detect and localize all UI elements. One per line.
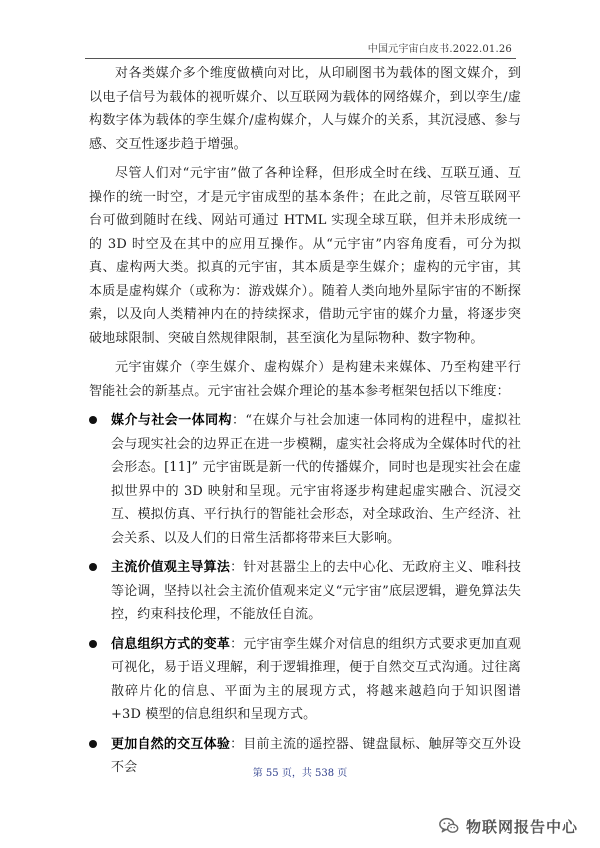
list-item bbox=[89, 633, 521, 727]
bullet-body: ：“在媒介与社会加速一体同构的进程中，虚拟社会与现实社会的边界正在进一步模糊，虚实社会将成为全媒体时代的社会形态。[11]” 元宇宙既是新一代的传播媒介，同时也是现实社会在虚拟世界中的 3D 映射和呈现。元宇宙将逐步构建起虚实融合、沉浸交互、模拟仿真、平行执行的智能社会形态，对全球政治、生产经济、社会关系、以及人们的日常生活都将带来巨大影响。 bbox=[111, 413, 521, 546]
bullet-title: 媒介与社会一体同构 bbox=[111, 413, 232, 428]
bullet-body: ：目前主流的遥控器、键盘鼠标、触屏等交互外设不会 bbox=[111, 736, 521, 775]
watermark bbox=[438, 814, 578, 838]
page-number: 第 55 页，共 538 页 bbox=[252, 768, 348, 779]
dimension-list bbox=[89, 409, 521, 780]
bullet-body: ：元宇宙孪生媒介对信息的组织方式要求更加直观可视化，易于语义理解，利于逻辑推理，便于自然交互式沟通。过往离散碎片化的信息、平面为主的展现方式，将越来越趋向于知识图谱+3D 模型的信息组织和呈现方式。 bbox=[111, 636, 521, 722]
paragraph-framework-intro: 元宇宙媒介（孪生媒介、虚构媒介）是构建未来媒体、乃至构建平行智能社会的新基点。元宇宙社会媒介理论的基本参考框架包括以下维度： bbox=[89, 360, 521, 399]
bullet-body: ：针对甚嚣尘上的去中心化、无政府主义、唯科技等论调，坚持以社会主流价值观来定义“元宇宙”底层逻辑，避免算法失控，约束科技伦理，不能放任自流。 bbox=[111, 560, 521, 622]
list-item bbox=[89, 409, 521, 550]
bullet-dot-icon bbox=[89, 740, 97, 748]
bullet-title: 主流价值观主导算法 bbox=[111, 560, 231, 575]
page-header bbox=[0, 38, 600, 60]
bullet-title: 信息组织方式的变革 bbox=[111, 636, 231, 652]
bullet-dot-icon bbox=[89, 640, 97, 648]
header-rule bbox=[85, 58, 516, 59]
bullet-dot-icon bbox=[89, 563, 97, 571]
page-body bbox=[89, 62, 521, 786]
wechat-icon bbox=[438, 815, 460, 837]
list-item bbox=[89, 556, 521, 627]
bullet-dot-icon bbox=[89, 416, 97, 424]
document-title: 中国元宇宙白皮书.2022.01.26 bbox=[367, 44, 512, 55]
bullet-title: 更加自然的交互体验 bbox=[111, 736, 231, 752]
paragraph-metaverse-interpretation: 尽管人们对“元宇宙”做了各种诠释，但形成全时在线、互联互通、互操作的统一时空，才是元宇宙成型的基本条件；在此之前，尽管互联网平台可做到随时在线、网站可通过 HTML 实现全球互联，但并未形成统一的 3D 时空及在其中的应用互操作。从“元宇宙”内容角度看，可分为拟真、虚构两大类。拟真的元宇宙，其本质是孪生媒介；虚构的元宇宙，其本质是虚构媒介（或称为：游戏媒介）。随着人类向地外星际宇宙的不断探索，以及向人类精神内在的持续探求，借助元宇宙的媒介力量，将逐步突破地球限制、突破自然规律限制，甚至演化为星际物种、数字物种。 bbox=[89, 166, 521, 346]
paragraph-media-comparison: 对各类媒介多个维度做横向对比，从印刷图书为载体的图文媒介，到以电子信号为载体的视听媒介、以互联网为载体的网络媒介，到以孪生/虚构数字体为载体的孪生媒介/虚构媒介，人与媒介的关系，其沉浸感、参与感、交互性逐步趋于增强。 bbox=[89, 66, 521, 152]
watermark-text: 物联网报告中心 bbox=[465, 817, 578, 836]
